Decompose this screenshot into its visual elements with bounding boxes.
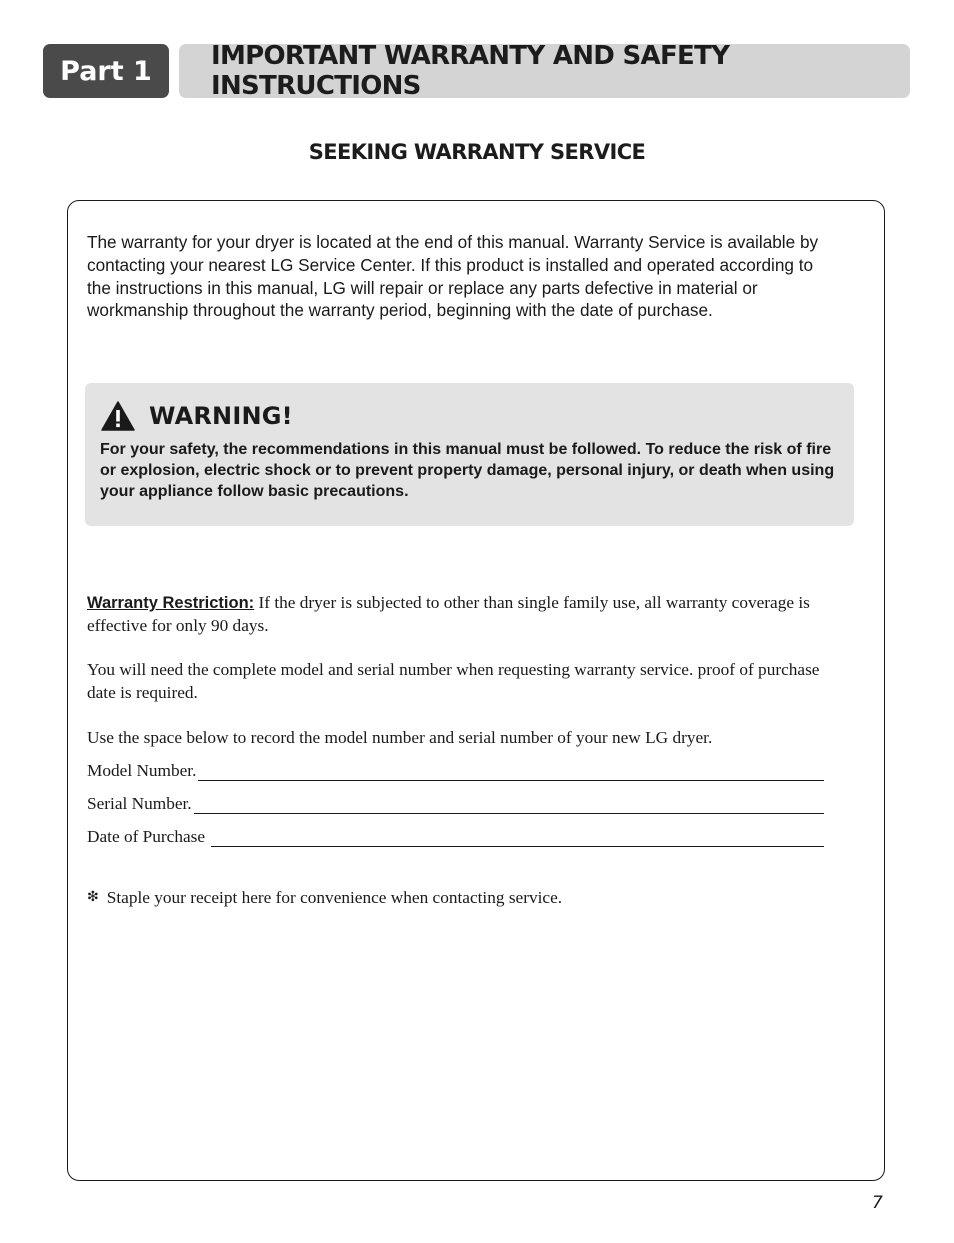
page-number: 7 (872, 1193, 883, 1213)
asterisk-icon: ❇ (87, 890, 99, 905)
model-number-label: Model Number. (87, 761, 197, 780)
model-number-line (198, 779, 824, 781)
warning-title: WARNING! (149, 402, 293, 430)
warranty-restriction-text: If the dryer is subjected to other than single family use, all warranty coverage is effective for only 90 days. (87, 593, 810, 635)
model-serial-requirement: You will need the complete model and serial number when requesting warranty service. proof of purchase date is required. (87, 660, 820, 702)
staple-text: Staple your receipt here for convenience when contacting service. (106, 888, 563, 907)
warranty-restriction (87, 592, 832, 637)
staple-note (87, 887, 832, 910)
warning-triangle-icon (101, 401, 135, 431)
page-title: IMPORTANT WARRANTY AND SAFETY INSTRUCTIONS (179, 44, 910, 98)
section-heading: SEEKING WARRANTY SERVICE (308, 140, 646, 164)
part-label: Part 1 (43, 44, 169, 98)
model-number-field (87, 760, 824, 783)
intro-paragraph: The warranty for your dryer is located at the end of this manual. Warranty Service is available by contacting your nearest LG Service Center. If this product is installed and operated according to the instructions in this manual, LG will repair or replace any parts defective in material or workmanship throughout the warranty period, beginning with the date of purchase. (87, 232, 819, 321)
warning-header (101, 401, 293, 431)
warning-text: For your safety, the recommendations in this manual must be followed. To reduce the risk of fire or explosion, electric shock or to prevent property damage, personal injury, or death when using your appliance follow basic precautions. (100, 441, 835, 500)
warranty-restriction-label: Warranty Restriction: (87, 594, 255, 612)
serial-number-label: Serial Number. (87, 794, 192, 813)
record-prompt: Use the space below to record the model number and serial number of your new LG dryer. (87, 728, 713, 747)
date-of-purchase-field (87, 826, 824, 849)
date-of-purchase-label: Date of Purchase (87, 827, 206, 846)
serial-number-line (194, 812, 824, 814)
date-of-purchase-line (211, 845, 824, 847)
serial-number-field (87, 793, 824, 816)
